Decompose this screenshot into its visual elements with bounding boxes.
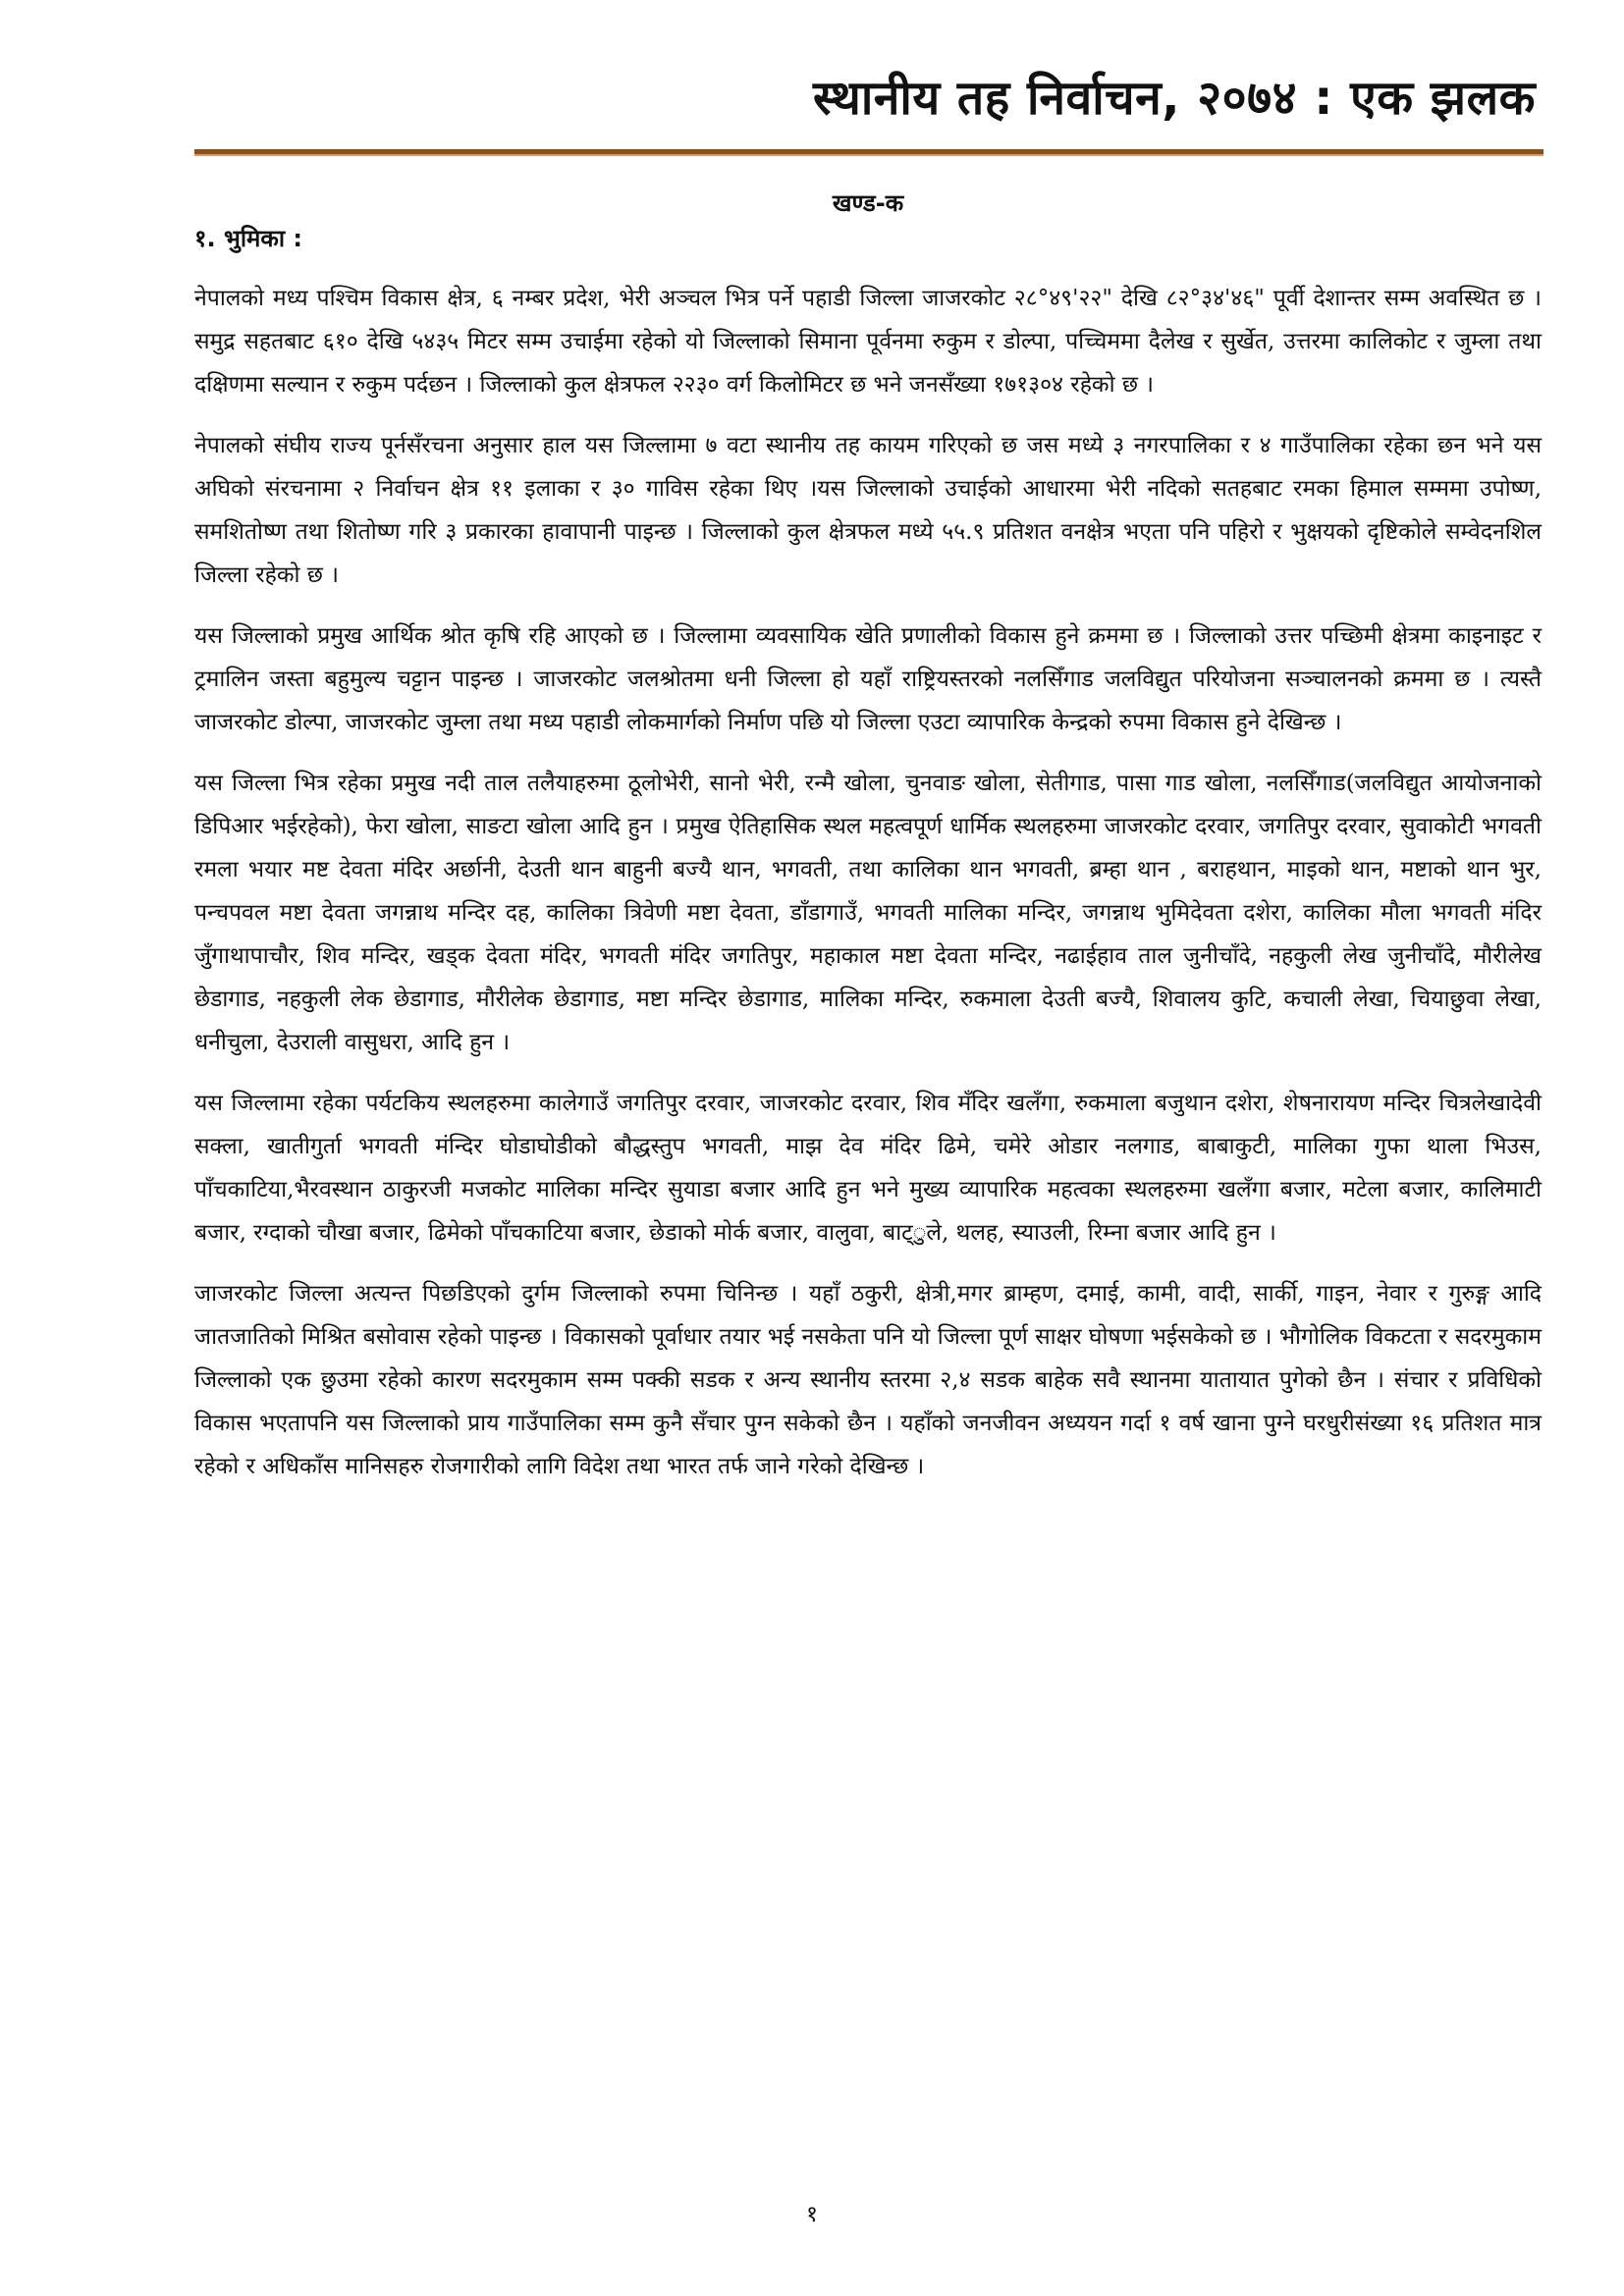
paragraph-rivers-heritage: यस जिल्ला भित्र रहेका प्रमुख नदी ताल तलैयाहरुमा ठूलोभेरी, सानो भेरी, रन्मै खोला, चुनवाङ खोला, सेतीगाड, पासा गाड खोला, नलसिँगाड(जलविद्युत आयोजनाको डिपिआर भईरहेको), फेरा खोला, साङटा खोला आदि हुन । प्रमुख ऐतिहासिक स्थल महत्वपूर्ण धार्मिक स्थलहरुमा जाजरकोट दरवार, जगतिपुर दरवार, सुवाकोटी भगवती रमला भयार मष्ट देवता मंदिर अर्छानी, देउती थान बाहुनी बज्यै थान, भगवती, तथा कालिका थान भगवती, ब्रम्हा थान , बराहथान, माइको थान, मष्टाको थान भुर, पन्चपवल मष्टा देवता जगन्नाथ मन्दिर दह, कालिका त्रिवेणी मष्टा देवता, डाँडागाउँ, भगवती मालिका मन्दिर, जगन्नाथ भुमिदेवता दशेरा, कालिका मौला भगवती मंदिर जुँगाथापाचौर, शिव मन्दिर, खड्क देवता मंदिर, भगवती मंदिर जगतिपुर, महाकाल मष्टा देवता मन्दिर, नढाईहाव ताल जुनीचाँदे, नहकुली लेख जुनीचाँदे, मौरीलेख छेडागाड, नहकुली लेक छेडागाड, मौरीलेक छेडागाड, मष्टा मन्दिर छेडागाड, मालिका मन्दिर, रुकमाला देउती बज्यै, शिवालय कुटि, कचाली लेखा, चियाछुवा लेखा, धनीचुला, देउराली वासुधरा, आदि हुन ।	[194, 771, 1542, 1055]
paragraph-structure: नेपालको संघीय राज्य पूर्नसँरचना अनुसार हाल यस जिल्लामा ७ वटा स्थानीय तह कायम गरिएको छ जस मध्ये ३ नगरपालिका र ४ गाउँपालिका रहेका छन भने यस अघिको संरचनामा २ निर्वाचन क्षेत्र ११ इलाका र ३० गाविस रहेका थिए ।यस जिल्लाको उचाईको आधारमा भेरी नदिको सतहबाट रमका हिमाल सम्ममा उपोष्ण, समशितोष्ण तथा शितोष्ण गरि ३ प्रकारका हावापानी पाइन्छ । जिल्लाको कुल क्षेत्रफल मध्ये ५५.९ प्रतिशत वनक्षेत्र भएता पनि पहिरो र भुक्षयको दृष्टिकोले सम्वेदनशिल जिल्ला रहेको छ ।	[194, 433, 1542, 588]
paragraph-tourism: यस जिल्लामा रहेका पर्यटकिय स्थलहरुमा कालेगाउँ जगतिपुर दरवार, जाजरकोट दरवार, शिव मँदिर खलँगा, रुकमाला बजुथान दशेरा, शेषनारायण मन्दिर चित्रलेखादेवी सक्ला, खातीगुर्ता भगवती मंन्दिर घोडाघोडीको बौद्धस्तुप भगवती, माझ देव मंदिर ढिमे, चमेरे ओडार नलगाड, बाबाकुटी, मालिका गुफा थाला भिउस, पाँचकाटिया,भैरवस्थान ठाकुरजी मजकोट मालिका मन्दिर सुयाडा बजार आदि हुन भने मुख्य व्यापारिक महत्वका स्थलहरुमा खलँगा बजार, मटेला बजार, कालिमाटी बजार, रग्दाको चौखा बजार, ढिमेको पाँचकाटिया बजार, छेडाको मोर्क बजार, वालुवा, बाट्ुले, थलह, स्याउली, रिम्ना बजार आदि हुन ।	[194, 1091, 1542, 1246]
main-content	[194, 187, 1542, 1506]
section-heading: १. भुमिका :	[194, 225, 302, 252]
document-title: स्थानीय तह निर्वाचन, २०७४ : एक झलक	[812, 71, 1536, 126]
page-number: १	[806, 2202, 818, 2227]
paragraph-economy: यस जिल्लाको प्रमुख आर्थिक श्रोत कृषि रहि आएको छ । जिल्लामा व्यवसायिक खेति प्रणालीको विकास हुने क्रममा छ । जिल्लाको उत्तर पच्छिमी क्षेत्रमा काइनाइट र ट्रमालिन जस्ता बहुमुल्य चट्टान पाइन्छ । जाजरकोट जलश्रोतमा धनी जिल्ला हो यहाँ राष्ट्रियस्तरको नलसिँगाड जलविद्युत परियोजना सञ्चालनको क्रममा छ । त्यस्तै जाजरकोट डोल्पा, जाजरकोट जुम्ला तथा मध्य पहाडी लोकमार्गको निर्माण पछि यो जिल्ला एउटा व्यापारिक केन्द्रको रुपमा विकास हुने देखिन्छ ।	[194, 623, 1542, 735]
paragraph-intro: नेपालको मध्य पश्चिम विकास क्षेत्र, ६ नम्बर प्रदेश, भेरी अञ्चल भित्र पर्ने पहाडी जिल्ला जाजरकोट २८°४९'२२" देखि ८२°३४'४६" पूर्वी देशान्तर सम्म अवस्थित छ । समुद्र सहतबाट ६१० देखि ५४३५ मिटर सम्म उचाईमा रहेको यो जिल्लाको सिमाना पूर्वनमा रुकुम र डोल्पा, पच्चिममा दैलेख र सुर्खेत, उत्तरमा कालिकोट र जुम्ला तथा दक्षिणमा सल्यान र रुकुम पर्दछन । जिल्लाको कुल क्षेत्रफल २२३० वर्ग किलोमिटर छ भने जनसँख्या १७१३०४ रहेको छ ।	[194, 286, 1542, 398]
page-header	[194, 59, 1543, 156]
header-divider	[194, 149, 1543, 156]
paragraph-society: जाजरकोट जिल्ला अत्यन्त पिछडिएको दुर्गम जिल्लाको रुपमा चिनिन्छ । यहाँ ठकुरी, क्षेत्री,मगर ब्राम्हण, दमाई, कामी, वादी, सार्की, गाइन, नेवार र गुरुङ्ग आदि जातजातिको मिश्रित बसोवास रहेको पाइन्छ । विकासको पूर्वाधार तयार भई नसकेता पनि यो जिल्ला पूर्ण साक्षर घोषणा भईसकेको छ । भौगोलिक विकटता र सदरमुकाम जिल्लाको एक छुउमा रहेको कारण सदरमुकाम सम्म पक्की सडक र अन्य स्थानीय स्तरमा २,४ सडक बाहेक सवै स्थानमा यातायात पुगेको छैन । संचार र प्रविधिको विकास भएतापनि यस जिल्लाको प्राय गाउँपालिका सम्म कुनै सँचार पुग्न सकेको छैन । यहाँको जनजीवन अध्ययन गर्दा १ वर्ष खाना पुग्ने घरधुरीसंख्या १६ प्रतिशत मात्र रहेको र अधिकाँस मानिसहरु रोजगारीको लागि विदेश तथा भारत तर्फ जाने गरेको देखिन्छ ।	[194, 1281, 1542, 1479]
section-title: खण्ड-क	[832, 189, 904, 217]
